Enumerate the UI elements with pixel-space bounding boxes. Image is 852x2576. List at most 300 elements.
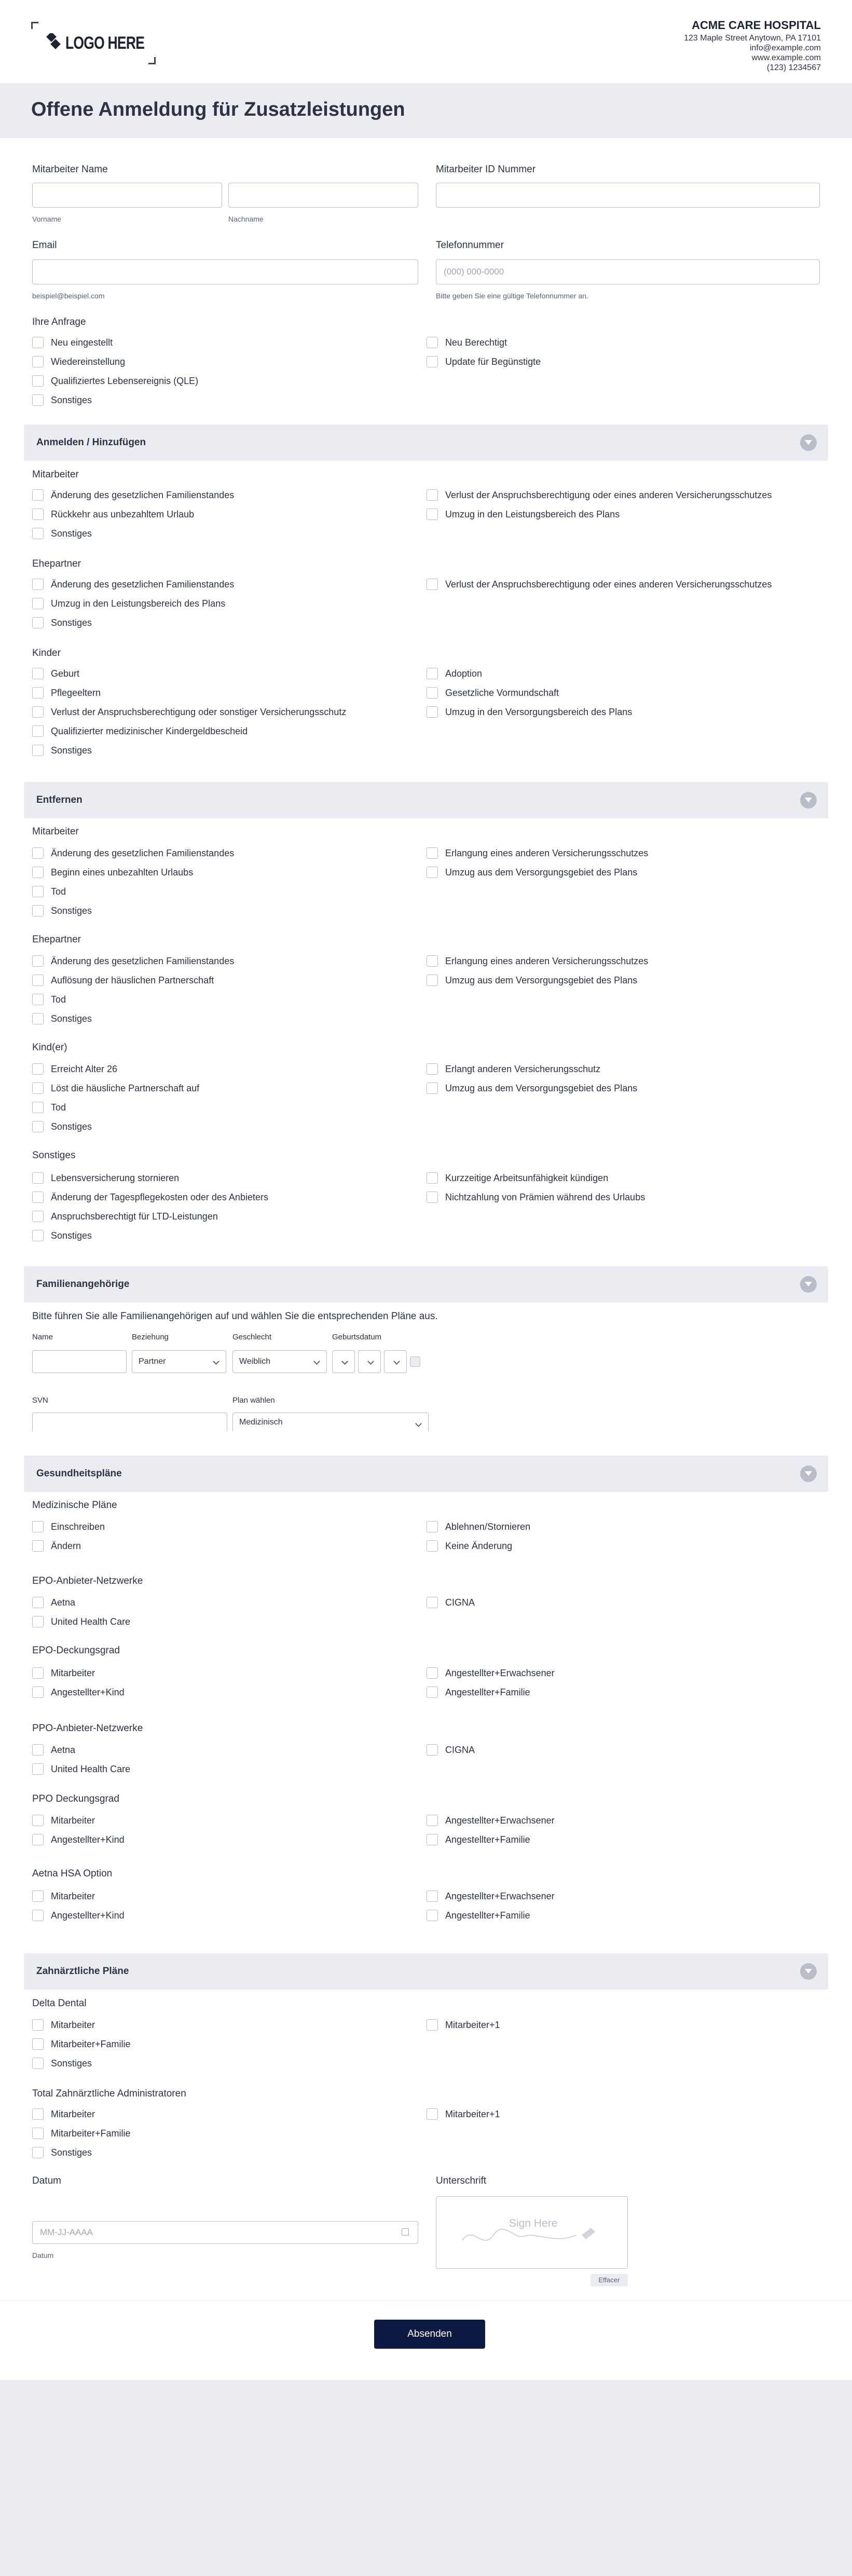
add-employee-label: Mitarbeiter [32, 469, 79, 480]
birth-month-select[interactable] [332, 1350, 355, 1373]
checkbox-icon[interactable] [427, 706, 438, 718]
checkbox-label: Aetna [51, 1597, 76, 1608]
checkbox-icon[interactable] [427, 2108, 438, 2120]
checkbox-label: Tod [51, 886, 66, 897]
checkbox-icon[interactable] [32, 905, 44, 916]
checkbox-label: Angestellter+Erwachsener [445, 1891, 555, 1901]
collapse-chevron-icon[interactable] [800, 1465, 817, 1482]
checkbox-icon[interactable] [427, 1815, 438, 1826]
hsa-option-label: Aetna HSA Option [32, 1868, 113, 1879]
checkbox-icon[interactable] [427, 1687, 438, 1698]
section-add-header[interactable] [24, 424, 828, 461]
checkbox-icon[interactable] [427, 867, 438, 878]
checkbox-icon[interactable] [32, 2019, 44, 2031]
checkbox-icon[interactable] [32, 1910, 44, 1921]
checkbox-option[interactable] [427, 2019, 500, 2031]
checkbox-icon[interactable] [32, 1121, 44, 1132]
checkbox-icon[interactable] [427, 1083, 438, 1094]
checkbox-label: Mitarbeiter+Familie [51, 2128, 131, 2139]
checkbox-icon[interactable] [427, 1744, 438, 1756]
checkbox-option[interactable] [32, 1686, 125, 1698]
checkbox-option[interactable] [32, 2019, 95, 2031]
family-col-name: Name [32, 1333, 53, 1341]
checkbox-option[interactable] [32, 744, 92, 757]
checkbox-label: Gesetzliche Vormundschaft [445, 688, 559, 698]
checkbox-icon[interactable] [427, 668, 438, 679]
checkbox-option[interactable] [32, 725, 248, 737]
checkbox-option[interactable] [32, 1082, 199, 1094]
checkbox-label: Angestellter+Kind [51, 1910, 125, 1921]
checkbox-icon[interactable] [32, 1230, 44, 1241]
ppo-network-label: PPO-Anbieter-Netzwerke [32, 1723, 143, 1734]
checkbox-label: Angestellter+Familie [445, 1834, 530, 1845]
checkbox-label: Tod [51, 1102, 66, 1113]
checkbox-label: Mitarbeiter [51, 1891, 95, 1901]
checkbox-option[interactable] [32, 687, 101, 699]
checkbox-icon[interactable] [427, 1667, 438, 1679]
checkbox-option[interactable] [32, 667, 79, 680]
checkbox-icon[interactable] [32, 1687, 44, 1698]
checkbox-label: Angestellter+Erwachsener [445, 1668, 555, 1678]
checkbox-icon[interactable] [32, 745, 44, 756]
checkbox-label: Änderung des gesetzlichen Familienstandes [51, 579, 235, 590]
checkbox-icon[interactable] [32, 528, 44, 539]
family-ssn-input[interactable] [32, 1413, 227, 1431]
checkbox-option[interactable] [32, 527, 92, 540]
remove-children-label: Kind(er) [32, 1042, 67, 1053]
checkbox-icon[interactable] [32, 1521, 44, 1532]
family-col-ssn: SVN [32, 1396, 48, 1405]
checkbox-label: Anspruchsberechtigt für LTD-Leistungen [51, 1211, 218, 1222]
company-website: www.example.com [751, 53, 821, 62]
family-relation-select[interactable]: Partner [132, 1350, 226, 1373]
checkbox-label: Verlust der Anspruchsberechtigung oder sonstiger Versicherungsschutz [51, 707, 347, 717]
checkbox-option[interactable] [427, 1909, 530, 1922]
checkbox-icon[interactable] [427, 2019, 438, 2031]
checkbox-label: Kurzzeitige Arbeitsunfähigkeit kündigen [445, 1173, 609, 1183]
checkbox-icon[interactable] [32, 1013, 44, 1024]
collapse-chevron-icon[interactable] [800, 1963, 817, 1980]
checkbox-option[interactable] [427, 974, 637, 986]
checkbox-icon[interactable] [427, 1191, 438, 1203]
checkbox-option[interactable] [427, 1890, 555, 1902]
last-name-input[interactable] [228, 183, 418, 208]
section-family-header[interactable] [24, 1266, 828, 1303]
signature-label: Unterschrift [436, 2175, 487, 2186]
checkbox-option[interactable] [427, 955, 648, 967]
medical-plans-label: Medizinische Pläne [32, 1500, 117, 1511]
checkbox-icon[interactable] [427, 687, 438, 698]
employee-id-label: Mitarbeiter ID Nummer [436, 164, 536, 175]
checkbox-icon[interactable] [32, 1834, 44, 1845]
company-info [684, 18, 821, 73]
collapse-chevron-icon[interactable] [800, 434, 817, 451]
checkbox-label: Wiedereinstellung [51, 357, 126, 367]
checkbox-label: Einschreiben [51, 1522, 105, 1532]
company-phone: (123) 1234567 [766, 63, 821, 72]
checkbox-icon[interactable] [32, 2128, 44, 2139]
checkbox-icon[interactable] [32, 2038, 44, 2050]
family-gender-select[interactable]: Weiblich [232, 1350, 327, 1373]
family-col-gender: Geschlecht [232, 1333, 272, 1341]
checkbox-option[interactable] [32, 2127, 131, 2140]
checkbox-option[interactable] [32, 2038, 131, 2050]
checkbox-label: Erreicht Alter 26 [51, 1064, 118, 1074]
checkbox-icon[interactable] [32, 725, 44, 737]
checkbox-option[interactable] [32, 2146, 92, 2159]
checkbox-option[interactable] [32, 905, 92, 917]
family-plan-select[interactable]: Medizinisch [232, 1413, 429, 1431]
checkbox-option[interactable] [32, 394, 92, 406]
checkbox-label: Erlangung eines anderen Versicherungsschutzes [445, 848, 649, 858]
checkbox-label: Sonstiges [51, 618, 92, 628]
checkbox-label: Angestellter+Erwachsener [445, 1815, 555, 1826]
checkbox-option[interactable] [32, 1833, 125, 1846]
email-label: Email [32, 240, 57, 251]
checkbox-option[interactable] [32, 1615, 130, 1628]
birth-year-select[interactable] [384, 1350, 407, 1373]
checkbox-option[interactable] [32, 974, 214, 986]
checkbox-option[interactable] [32, 375, 198, 387]
checkbox-option[interactable] [32, 1763, 130, 1775]
birth-day-select[interactable] [358, 1350, 381, 1373]
checkbox-option[interactable] [32, 508, 194, 520]
phone-sublabel: Bitte geben Sie eine gültige Telefonnummer an. [436, 292, 588, 300]
checkbox-label: Sonstiges [51, 1230, 92, 1241]
checkbox-label: Qualifiziertes Lebensereignis (QLE) [51, 376, 199, 386]
checkbox-option[interactable] [32, 1012, 92, 1025]
email-input[interactable] [32, 259, 418, 284]
checkbox-icon[interactable] [427, 579, 438, 590]
checkbox-icon[interactable] [32, 1191, 44, 1203]
collapse-chevron-icon[interactable] [800, 1276, 817, 1293]
checkbox-label: Mitarbeiter+1 [445, 2020, 500, 2030]
first-name-input[interactable] [32, 183, 222, 208]
checkbox-label: Auflösung der häuslichen Partnerschaft [51, 975, 214, 985]
checkbox-icon[interactable] [32, 2108, 44, 2120]
checkbox-option[interactable] [427, 687, 559, 699]
checkbox-option[interactable] [427, 1063, 600, 1075]
checkbox-option[interactable] [32, 993, 66, 1006]
checkbox-label: United Health Care [51, 1616, 131, 1627]
submit-button[interactable]: Absenden [374, 2320, 485, 2349]
checkbox-label: CIGNA [445, 1745, 475, 1755]
form-header [0, 0, 852, 83]
checkbox-icon[interactable] [32, 1815, 44, 1826]
checkbox-option[interactable] [32, 2057, 92, 2070]
checkbox-option[interactable] [32, 1540, 81, 1552]
checkbox-label: Aetna [51, 1745, 76, 1755]
date-label: Datum [32, 2175, 61, 2186]
checkbox-label: Tod [51, 994, 66, 1005]
checkbox-icon[interactable] [32, 706, 44, 718]
checkbox-option[interactable] [32, 336, 113, 349]
checkbox-label: Umzug aus dem Versorgungsgebiet des Plans [445, 975, 638, 985]
checkbox-option[interactable] [427, 1833, 530, 1846]
checkbox-option[interactable] [32, 1814, 95, 1827]
checkbox-icon[interactable] [427, 1834, 438, 1845]
title-band [0, 83, 852, 138]
company-address: 123 Maple Street Anytown, PA 17101 [684, 34, 821, 43]
checkbox-label: Lebensversicherung stornieren [51, 1173, 180, 1183]
checkbox-label: Pflegeeltern [51, 688, 101, 698]
checkbox-icon[interactable] [32, 2147, 44, 2158]
checkbox-option[interactable] [427, 1686, 530, 1698]
checkbox-option[interactable] [32, 616, 92, 629]
checkbox-label: Umzug in den Leistungsbereich des Plans [51, 598, 226, 609]
checkbox-option[interactable] [32, 1744, 75, 1756]
signature-pad[interactable] [436, 2196, 628, 2269]
checkbox-option[interactable] [32, 1667, 95, 1679]
checkbox-option[interactable] [32, 355, 125, 368]
checkbox-option[interactable] [427, 336, 507, 349]
signature-placeholder: Sign Here [509, 2217, 558, 2229]
checkbox-option[interactable] [32, 597, 225, 610]
checkbox-icon[interactable] [427, 356, 438, 367]
checkbox-icon[interactable] [427, 1910, 438, 1921]
checkbox-label: Mitarbeiter+1 [445, 2109, 500, 2119]
calendar-icon[interactable] [402, 2228, 409, 2236]
checkbox-icon[interactable] [32, 1763, 44, 1775]
checkbox-option[interactable] [427, 355, 541, 368]
checkbox-icon[interactable] [32, 994, 44, 1005]
checkbox-icon[interactable] [32, 668, 44, 679]
checkbox-icon[interactable] [32, 1102, 44, 1113]
checkbox-label: Änderung des gesetzlichen Familienstandes [51, 956, 235, 966]
add-children-label: Kinder [32, 648, 61, 659]
section-remove-header[interactable] [24, 782, 828, 818]
checkbox-icon[interactable] [32, 1540, 44, 1552]
checkbox-icon[interactable] [32, 1667, 44, 1679]
checkbox-icon[interactable] [32, 375, 44, 387]
checkbox-option[interactable] [427, 706, 632, 718]
checkbox-label: Umzug aus dem Versorgungsgebiet des Plans [445, 867, 638, 878]
checkbox-label: Angestellter+Familie [445, 1687, 530, 1697]
checkbox-icon[interactable] [32, 867, 44, 878]
logo-mark-icon [45, 33, 62, 51]
checkbox-option[interactable] [32, 1063, 117, 1075]
family-col-plan: Plan wählen [232, 1396, 275, 1405]
checkbox-icon[interactable] [427, 847, 438, 859]
checkbox-label: Neu eingestellt [51, 337, 113, 348]
checkbox-label: Sonstiges [51, 1013, 92, 1024]
checkbox-option[interactable] [427, 508, 620, 520]
checkbox-option[interactable] [427, 1667, 555, 1679]
checkbox-icon[interactable] [32, 617, 44, 628]
checkbox-icon[interactable] [427, 1597, 438, 1608]
checkbox-icon[interactable] [32, 489, 44, 501]
checkbox-icon[interactable] [427, 1172, 438, 1184]
remove-other-label: Sonstiges [32, 1150, 76, 1161]
email-sublabel: beispiel@beispiel.com [32, 292, 105, 300]
company-email: info@example.com [749, 44, 821, 52]
checkbox-label: Verlust der Anspruchsberechtigung oder eines anderen Versicherungsschutzes [445, 490, 772, 500]
section-dental-title: Zahnärztliche Pläne [36, 1966, 129, 1977]
checkbox-label: Geburt [51, 668, 80, 679]
checkbox-icon[interactable] [427, 955, 438, 967]
logo-corner-icon [31, 22, 38, 29]
checkbox-label: Änderung der Tagespflegekosten oder des Anbieters [51, 1192, 268, 1202]
checkbox-icon[interactable] [427, 975, 438, 986]
add-spouse-label: Ehepartner [32, 558, 81, 569]
checkbox-icon[interactable] [32, 1083, 44, 1094]
checkbox-label: Umzug aus dem Versorgungsgebiet des Plans [445, 1083, 638, 1093]
checkbox-icon[interactable] [32, 598, 44, 609]
ppo-coverage-label: PPO Deckungsgrad [32, 1793, 119, 1804]
remove-spouse-label: Ehepartner [32, 934, 81, 945]
checkbox-option[interactable] [32, 1596, 75, 1609]
section-remove-title: Entfernen [36, 794, 83, 805]
checkbox-option[interactable] [32, 1120, 92, 1133]
checkbox-option[interactable] [427, 2108, 500, 2120]
checkbox-label: Erlangung eines anderen Versicherungsschutzes [445, 956, 649, 966]
checkbox-icon[interactable] [32, 2058, 44, 2069]
section-health-header[interactable] [24, 1456, 828, 1492]
checkbox-label: Angestellter+Kind [51, 1687, 125, 1697]
checkbox-option[interactable] [32, 1909, 125, 1922]
checkbox-option[interactable] [427, 489, 772, 501]
checkbox-label: Sonstiges [51, 906, 92, 916]
checkbox-option[interactable] [32, 1229, 92, 1242]
checkbox-label: Sonstiges [51, 395, 92, 405]
checkbox-option[interactable] [427, 1520, 530, 1533]
checkbox-label: Umzug in den Leistungsbereich des Plans [445, 509, 620, 519]
epo-coverage-label: EPO-Deckungsgrad [32, 1645, 120, 1656]
phone-label: Telefonnummer [436, 240, 504, 251]
checkbox-option[interactable] [427, 1744, 475, 1756]
checkbox-option[interactable] [427, 578, 772, 591]
request-label: Ihre Anfrage [32, 317, 86, 327]
checkbox-option[interactable] [32, 578, 234, 591]
signature-scribble-icon [457, 2219, 613, 2251]
checkbox-label: Angestellter+Kind [51, 1834, 125, 1845]
logo [31, 22, 156, 64]
checkbox-option[interactable] [427, 1172, 608, 1184]
checkbox-option[interactable] [427, 866, 637, 879]
family-col-birthdate: Geburtsdatum [332, 1333, 382, 1341]
checkbox-icon[interactable] [32, 509, 44, 520]
epo-network-label: EPO-Anbieter-Netzwerke [32, 1575, 143, 1586]
checkbox-option[interactable] [32, 1172, 179, 1184]
total-dental-label: Total Zahnärztliche Administratoren [32, 2088, 186, 2099]
checkbox-option[interactable] [32, 847, 234, 859]
checkbox-label: Qualifizierter medizinischer Kindergeldbescheid [51, 726, 248, 736]
section-health-title: Gesundheitspläne [36, 1468, 122, 1479]
checkbox-icon[interactable] [427, 1063, 438, 1075]
checkbox-icon[interactable] [427, 509, 438, 520]
date-sublabel: Datum [32, 2251, 54, 2259]
logo-text: LOGO HERE [65, 33, 145, 53]
checkbox-label: Sonstiges [51, 2147, 92, 2158]
checkbox-label: Beginn eines unbezahlten Urlaubs [51, 867, 194, 878]
checkbox-icon[interactable] [32, 1744, 44, 1756]
logo-corner-icon [148, 57, 156, 64]
section-dental-header[interactable] [24, 1953, 828, 1990]
checkbox-icon[interactable] [32, 847, 44, 859]
section-family-title: Familienangehörige [36, 1279, 130, 1290]
checkbox-icon[interactable] [32, 1063, 44, 1075]
checkbox-option[interactable] [32, 1210, 218, 1223]
checkbox-icon[interactable] [32, 886, 44, 897]
checkbox-option[interactable] [427, 1191, 645, 1203]
checkbox-icon[interactable] [32, 687, 44, 698]
checkbox-label: Adoption [445, 668, 483, 679]
checkbox-label: Mitarbeiter [51, 2109, 95, 2119]
checkbox-icon[interactable] [427, 1521, 438, 1532]
checkbox-label: Ändern [51, 1541, 81, 1551]
checkbox-option[interactable] [32, 2108, 95, 2120]
phone-input[interactable]: (000) 000-0000 [436, 259, 820, 284]
checkbox-label: Sonstiges [51, 2058, 92, 2068]
checkbox-icon[interactable] [32, 1890, 44, 1902]
checkbox-icon[interactable] [427, 1540, 438, 1552]
checkbox-option[interactable] [427, 847, 648, 859]
checkbox-icon[interactable] [32, 337, 44, 348]
checkbox-label: Sonstiges [51, 528, 92, 539]
checkbox-label: Änderung des gesetzlichen Familienstandes [51, 848, 235, 858]
employee-id-input[interactable] [436, 183, 820, 208]
checkbox-label: Mitarbeiter [51, 2020, 95, 2030]
checkbox-option[interactable] [427, 667, 482, 680]
checkbox-option[interactable] [32, 1101, 66, 1114]
checkbox-option[interactable] [32, 1890, 95, 1902]
checkbox-option[interactable] [427, 1596, 475, 1609]
checkbox-label: Sonstiges [51, 745, 92, 756]
checkbox-icon[interactable] [32, 1172, 44, 1184]
checkbox-option[interactable] [427, 1082, 637, 1094]
checkbox-label: Löst die häusliche Partnerschaft auf [51, 1083, 200, 1093]
family-name-input[interactable] [32, 1350, 127, 1373]
collapse-chevron-icon[interactable] [800, 792, 817, 809]
company-name: ACME CARE HOSPITAL [692, 19, 821, 32]
checkbox-option[interactable] [32, 489, 234, 501]
checkbox-option[interactable] [32, 866, 193, 879]
checkbox-option[interactable] [427, 1814, 555, 1827]
checkbox-icon[interactable] [32, 955, 44, 967]
first-name-sublabel: Vorname [32, 215, 62, 223]
checkbox-label: Rückkehr aus unbezahltem Urlaub [51, 509, 195, 519]
checkbox-label: Neu Berechtigt [445, 337, 507, 348]
remove-employee-label: Mitarbeiter [32, 826, 79, 837]
checkbox-icon[interactable] [32, 1616, 44, 1627]
clear-signature-button[interactable]: Effacer [590, 2274, 628, 2286]
date-input[interactable]: MM-JJ-AAAA [32, 2221, 418, 2244]
checkbox-label: Nichtzahlung von Prämien während des Urlaubs [445, 1192, 645, 1202]
checkbox-option[interactable] [32, 706, 346, 718]
employee-name-label: Mitarbeiter Name [32, 164, 108, 175]
checkbox-icon[interactable] [427, 1890, 438, 1902]
checkbox-icon[interactable] [32, 394, 44, 406]
checkbox-label: Keine Änderung [445, 1541, 513, 1551]
checkbox-option[interactable] [32, 1520, 105, 1533]
checkbox-label: Mitarbeiter+Familie [51, 2039, 131, 2049]
checkbox-icon[interactable] [427, 489, 438, 501]
checkbox-icon[interactable] [32, 579, 44, 590]
checkbox-label: Sonstiges [51, 1121, 92, 1132]
checkbox-icon[interactable] [427, 337, 438, 348]
checkbox-icon[interactable] [32, 356, 44, 367]
checkbox-label: Mitarbeiter [51, 1668, 95, 1678]
family-instruction: Bitte führen Sie alle Familienangehörigen auf und wählen Sie die entsprechenden Pläne aus. [32, 1311, 438, 1322]
checkbox-option[interactable] [32, 955, 234, 967]
checkbox-icon[interactable] [32, 1211, 44, 1222]
checkbox-icon[interactable] [32, 975, 44, 986]
checkbox-icon[interactable] [32, 1597, 44, 1608]
checkbox-option[interactable] [427, 1540, 512, 1552]
calendar-icon[interactable] [410, 1356, 420, 1367]
checkbox-option[interactable] [32, 885, 66, 898]
checkbox-option[interactable] [32, 1191, 268, 1203]
